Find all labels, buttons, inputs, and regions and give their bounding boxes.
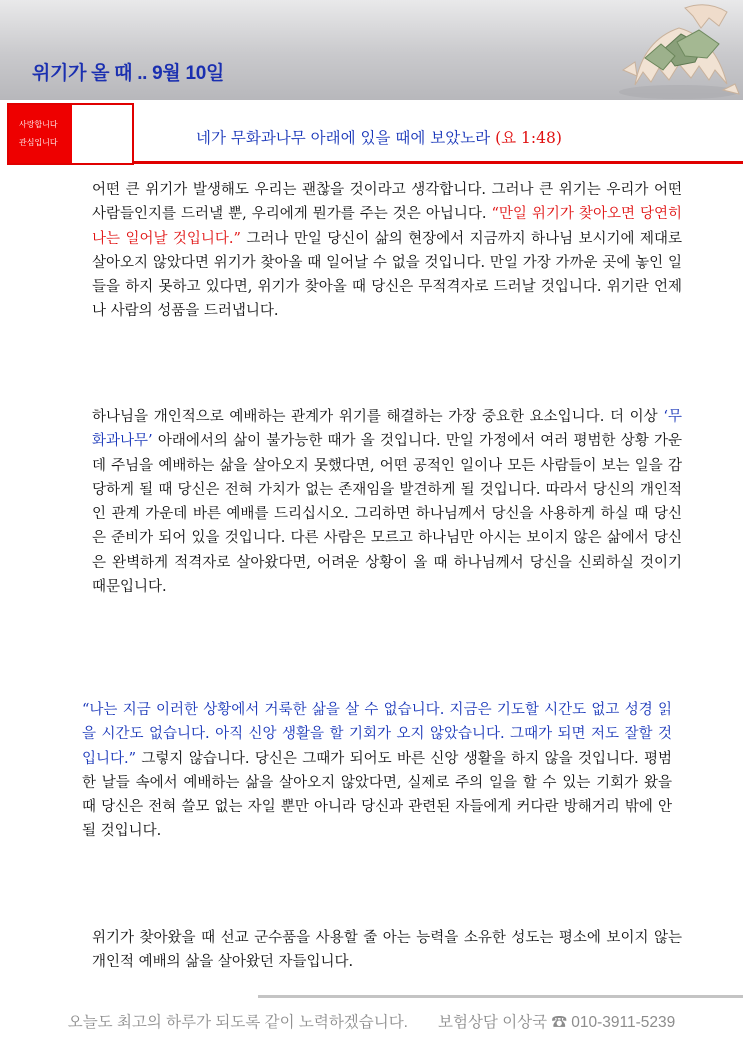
sidebar-line-1: 사랑합니다 (19, 120, 58, 129)
footer-agent: 보험상담 이상국 (438, 1014, 548, 1031)
verse-reference: (요 1:48) (495, 129, 562, 147)
paragraph-2-text-b: 아래에서의 삶이 불가능한 때가 올 것입니다. 만일 가정에서 여러 평범한 상황 가운데 주님을 예배하는 삶을 살아오지 못했다면, 어떤 공적인 일이나 모든 사람들이 보는 일을 감당하게 될 때 당신은 전혀 가치가 없는 존재임을 발견하게 될 것입니다. 따라서 당신의 개인적인 관계 가운데 바른 예배를 드리십시오. 그리하면 하나님께서 당신을 사용하게 하실 때 당신은 준비가 되어 있을 것입니다. 다른 사람은 모르고 하나님만 아시는 보이지 않은 삶에서 당신은 완벽하게 적격자로 살아왔다면, 어려운 상황이 올 때 하나님께서 당신을 신뢰하실 것이기 때문입니다. (92, 433, 682, 596)
verse-text: 네가 무화과나무 아래에 있을 때에 보았노라 (196, 129, 491, 147)
page-title: 위기가 올 때 .. 9월 10일 (32, 63, 225, 84)
paragraph-1-quote: “만일 위기가 찾아오면 당연히 나는 일어날 것입니다.” (92, 206, 682, 247)
paragraph-2-quote: ‘무화과나무’ (92, 409, 682, 450)
paragraph-3 (82, 698, 672, 844)
broken-eggshell-money-illustration (615, 0, 743, 100)
scripture-verse (196, 126, 562, 148)
paragraph-4 (82, 926, 682, 975)
paragraph-1 (82, 178, 682, 324)
paragraph-4-text: 위기가 찾아왔을 때 선교 군수품을 사용할 줄 아는 능력을 소유한 성도는 평소에 보이지 않는 개인적 예배의 삶을 살아왔던 자들입니다. (92, 930, 682, 971)
page-footer (0, 1010, 743, 1032)
paragraph-1-text-b: 그러나 만일 당신이 삶의 현장에서 지금까지 하나님 보시기에 제대로 살아오지 않았다면 위기가 찾아올 때 일어날 수 없을 것입니다. 만일 가장 가까운 곳에 놓인 일들을 하지 못하고 있다면, 위기가 찾아올 때 당신은 무적격자로 드러날 것입니다. 위기란 언제나 사람의 성품을 드러냅니다. (92, 230, 682, 320)
footer-phone: 010-3911-5239 (571, 1014, 676, 1031)
paragraph-3-text: 그렇지 않습니다. 당신은 그때가 되어도 바른 신앙 생활을 하지 않을 것입니다. 평범한 날들 속에서 예배하는 삶을 살아오지 않았다면, 실제로 주의 일을 할 수 있는 기회가 왔을 때 당신은 전혀 쓸모 없는 자일 뿐만 아니라 당신과 관련된 자들에게 커다란 방해거리 밖에 안 될 것입니다. (82, 750, 672, 840)
paragraph-3-quote: “나는 지금 이러한 상황에서 거룩한 삶을 살 수 없습니다. 지금은 기도할 시간도 없고 성경 읽을 시간도 없습니다. 아직 신앙 생활을 할 기회가 오지 않았습니다. 그때가 되면 저도 잘할 것입니다.” (82, 702, 672, 767)
sidebar-label-box (7, 103, 134, 165)
sidebar-red-panel (9, 105, 72, 163)
paragraph-2 (82, 405, 682, 599)
footer-slogan: 오늘도 최고의 하루가 되도록 같이 노력하겠습니다. (67, 1014, 408, 1031)
footer-divider (258, 995, 743, 998)
paragraph-1-text-a: 어떤 큰 위기가 발생해도 우리는 괜찮을 것이라고 생각합니다. 그러나 큰 위기는 우리가 어떤 사람들인지를 드러낼 뿐, 우리에게 뭔가를 주는 것은 아닙니다. (92, 182, 682, 223)
paragraph-2-text-a: 하나님을 개인적으로 예배하는 관계가 위기를 해결하는 가장 중요한 요소입니다. 더 이상 (92, 409, 664, 425)
sidebar-line-2: 관심입니다 (19, 138, 58, 147)
page-header (0, 0, 743, 100)
header-divider (134, 161, 743, 164)
phone-icon: ☎ (551, 1014, 567, 1031)
